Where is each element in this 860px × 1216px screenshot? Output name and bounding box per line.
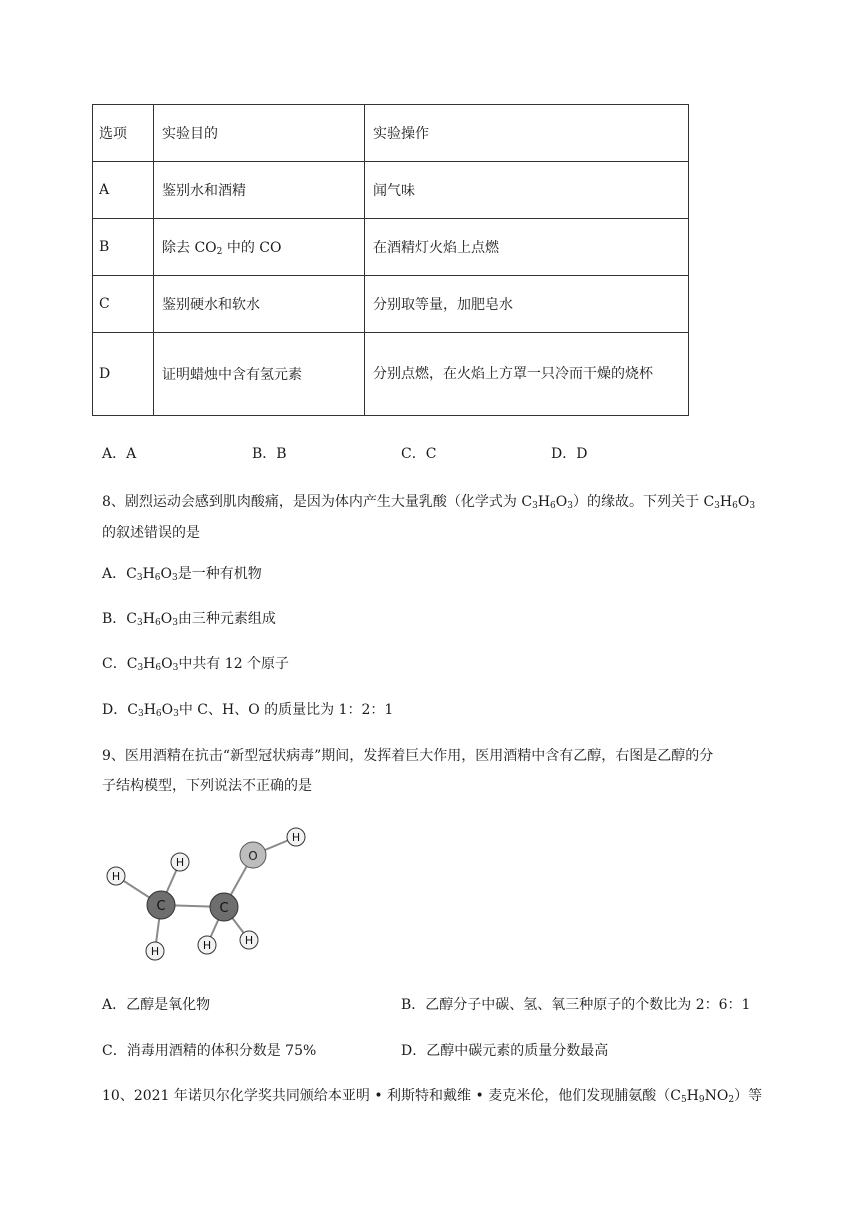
formula-c3h6o3: $C_3H_6O_3$ xyxy=(521,494,573,511)
formula-c3h6o3: $C_3H_6O_3$ xyxy=(126,566,178,583)
table-row xyxy=(93,276,689,333)
q10-stem-line1 xyxy=(102,1085,762,1105)
header-option: 选项 xyxy=(93,105,154,162)
row-purpose: 鉴别硬水和软水 xyxy=(154,276,365,333)
svg-text:H: H xyxy=(111,870,121,883)
q7-choice-b: B．B xyxy=(252,446,287,462)
q8-choice-a: A．$C_3H_6O_3$是一种有机物 xyxy=(102,566,262,583)
svg-text:H: H xyxy=(244,934,254,947)
formula-c3h6o3: $C_3H_6O_3$ xyxy=(703,494,756,511)
q8-stem-text: ）的缘故。下列关于 xyxy=(572,494,704,510)
table-header-row xyxy=(93,105,689,162)
svg-text:C: C xyxy=(219,901,229,916)
q10-stem-text: 10、2021 年诺贝尔化学奖共同颁给本亚明 • 利斯特和戴维 • 麦克米伦，他们发现脯氨酸（ xyxy=(102,1088,671,1104)
hydrogen-atom xyxy=(198,936,216,954)
purpose-text: 中的 CO xyxy=(222,240,282,256)
hydrogen-atom xyxy=(287,828,305,846)
bonds xyxy=(116,837,296,951)
q9-choice-b: B．乙醇分子中碳、氢、氧三种原子的个数比为 2：6：1 xyxy=(401,997,751,1013)
formula-c3h6o3: $C_3H_6O_3$ xyxy=(126,611,178,628)
row-operation: 闻气味 xyxy=(365,162,689,219)
row-option: B xyxy=(93,219,154,276)
table-row xyxy=(93,333,689,416)
q8-choice-d: D．$C_3H_6O_3$中 C、H、O 的质量比为 1：2：1 xyxy=(102,702,394,719)
row-purpose: 鉴别水和酒精 xyxy=(154,162,365,219)
q8-choice-c: C．$C_3H_6O_3$中共有 12 个原子 xyxy=(102,656,290,673)
hydrogen-atom xyxy=(146,942,164,960)
formula-c3h6o3: $C_3H_6O_3$ xyxy=(127,702,179,719)
q8-stem-text: 8、剧烈运动会感到肌肉酸痛，是因为体内产生大量乳酸（化学式为 xyxy=(102,494,522,510)
q7-choice-c: C．C xyxy=(401,446,437,462)
oxygen-atom xyxy=(240,842,266,868)
row-option: D xyxy=(93,333,154,416)
q9-choice-a: A．乙醇是氧化物 xyxy=(102,997,211,1013)
svg-text:H: H xyxy=(202,939,212,952)
q10-stem-text: ）等 xyxy=(734,1088,763,1104)
q9-choice-d: D．乙醇中碳元素的质量分数最高 xyxy=(401,1043,609,1059)
svg-text:H: H xyxy=(291,831,301,844)
row-option: A xyxy=(93,162,154,219)
header-purpose: 实验目的 xyxy=(154,105,365,162)
q8-stem-line1 xyxy=(102,491,755,511)
row-operation: 在酒精灯火焰上点燃 xyxy=(365,219,689,276)
table-row xyxy=(93,219,689,276)
row-operation: 分别点燃，在火焰上方罩一只冷而干燥的烧杯 xyxy=(365,333,689,416)
svg-text:O: O xyxy=(248,849,258,863)
experiment-table xyxy=(92,104,689,416)
svg-text:H: H xyxy=(175,856,185,869)
hydrogen-atom xyxy=(240,931,258,949)
row-option: C xyxy=(93,276,154,333)
hydrogen-atom xyxy=(171,853,189,871)
q8-choice-b: B．$C_3H_6O_3$由三种元素组成 xyxy=(102,611,276,628)
q7-choice-d: D．D xyxy=(551,446,588,462)
q9-choice-c: C．消毒用酒精的体积分数是 75% xyxy=(102,1043,317,1059)
q8-stem-line2: 的叙述错误的是 xyxy=(102,525,200,541)
ethanol-molecule-diagram xyxy=(96,818,326,968)
formula-c5h9no2: $C_5H_9NO_2$ xyxy=(670,1088,735,1105)
q9-stem-line1: 9、医用酒精在抗击“新型冠状病毒”期间，发挥着巨大作用，医用酒精中含有乙醇，右图是乙醇的分 xyxy=(102,748,714,764)
carbon-atom xyxy=(147,891,175,919)
carbon-atom xyxy=(210,893,238,921)
row-operation: 分别取等量，加肥皂水 xyxy=(365,276,689,333)
purpose-text: 除去 CO xyxy=(162,240,217,256)
table-row xyxy=(93,162,689,219)
header-operation: 实验操作 xyxy=(365,105,689,162)
row-purpose xyxy=(154,219,365,276)
svg-text:C: C xyxy=(156,899,166,914)
svg-text:H: H xyxy=(150,945,160,958)
formula-c3h6o3: $C_3H_6O_3$ xyxy=(126,656,179,673)
subscript: 2 xyxy=(216,247,223,257)
row-purpose: 证明蜡烛中含有氢元素 xyxy=(154,333,365,416)
q9-stem-line2: 子结构模型，下列说法不正确的是 xyxy=(102,778,312,794)
q7-choice-a: A．A xyxy=(102,446,137,462)
hydrogen-atom xyxy=(107,867,125,885)
